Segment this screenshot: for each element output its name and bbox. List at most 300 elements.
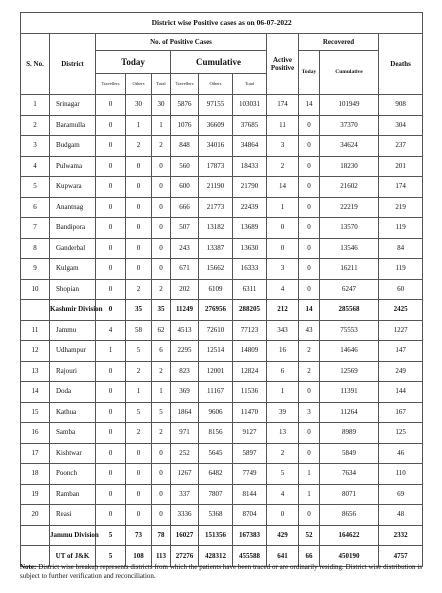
table-cell: 167 xyxy=(379,402,423,423)
table-cell: 13570 xyxy=(320,218,379,239)
header-recovered-today: Today xyxy=(299,51,320,95)
table-cell: 9127 xyxy=(233,423,267,444)
table-cell: 20 xyxy=(21,505,50,526)
table-cell: 5897 xyxy=(233,443,267,464)
table-cell: 84 xyxy=(379,238,423,259)
table-cell: 908 xyxy=(379,95,423,116)
table-cell: 1 xyxy=(299,484,320,505)
table-cell: 212 xyxy=(267,300,299,321)
table-cell: 11264 xyxy=(320,402,379,423)
table-cell: 3 xyxy=(21,136,50,157)
district-cell: Samba xyxy=(50,423,96,444)
table-cell: 17 xyxy=(21,443,50,464)
table-cell: 12514 xyxy=(199,341,233,362)
table-row xyxy=(21,423,423,444)
table-cell: 1 xyxy=(152,382,171,403)
table-row xyxy=(21,484,423,505)
table-cell: 27276 xyxy=(171,546,199,567)
table-cell: 72610 xyxy=(199,320,233,341)
district-cell: Reasi xyxy=(50,505,96,526)
table-cell: 1227 xyxy=(379,320,423,341)
table-row xyxy=(21,136,423,157)
district-cell: Udhampur xyxy=(50,341,96,362)
table-cell: 8071 xyxy=(320,484,379,505)
table-cell: 35 xyxy=(126,300,152,321)
table-row xyxy=(21,464,423,485)
table-cell: 0 xyxy=(96,505,126,526)
note-label: Note: xyxy=(20,563,37,571)
table-cell: 0 xyxy=(299,136,320,157)
table-cell: 18433 xyxy=(233,156,267,177)
table-cell: 0 xyxy=(96,115,126,136)
table-cell: 455588 xyxy=(233,546,267,567)
district-cell: Srinagar xyxy=(50,95,96,116)
table-cell: 0 xyxy=(152,464,171,485)
table-cell: 0 xyxy=(96,177,126,198)
table-cell: 36609 xyxy=(199,115,233,136)
table-cell: 11391 xyxy=(320,382,379,403)
district-cell: Ramban xyxy=(50,484,96,505)
table-cell: 21190 xyxy=(199,177,233,198)
table-cell: 7634 xyxy=(320,464,379,485)
header-district: District xyxy=(50,34,96,95)
table-cell: 0 xyxy=(96,484,126,505)
table-cell: 6311 xyxy=(233,279,267,300)
table-cell: 0 xyxy=(299,238,320,259)
table-cell: 8989 xyxy=(320,423,379,444)
table-cell: 13182 xyxy=(199,218,233,239)
district-cell: Jammu xyxy=(50,320,96,341)
table-cell: 5 xyxy=(126,341,152,362)
table-cell: 119 xyxy=(379,259,423,280)
table-cell: 62 xyxy=(152,320,171,341)
table-cell: 0 xyxy=(152,156,171,177)
table-cell: 2 xyxy=(267,156,299,177)
table-cell: 11167 xyxy=(199,382,233,403)
table-cell: 125 xyxy=(379,423,423,444)
district-cell: Bandipora xyxy=(50,218,96,239)
table-cell: 369 xyxy=(171,382,199,403)
table-cell: 0 xyxy=(96,259,126,280)
table-cell: 69 xyxy=(379,484,423,505)
table-cell: 12001 xyxy=(199,361,233,382)
table-cell: 0 xyxy=(96,95,126,116)
table-cell: 2 xyxy=(152,361,171,382)
district-cases-table xyxy=(20,12,423,567)
header-active-positive: Active Positive xyxy=(267,34,299,95)
table-cell xyxy=(21,300,50,321)
table-cell: 276956 xyxy=(199,300,233,321)
table-cell: 4513 xyxy=(171,320,199,341)
table-cell: 11249 xyxy=(171,300,199,321)
table-cell: 0 xyxy=(299,218,320,239)
table-cell: 5876 xyxy=(171,95,199,116)
table-cell: 0 xyxy=(152,443,171,464)
table-cell: 0 xyxy=(152,218,171,239)
table-cell: 22439 xyxy=(233,197,267,218)
district-cell: Pulwama xyxy=(50,156,96,177)
table-cell: 666 xyxy=(171,197,199,218)
table-cell: 174 xyxy=(379,177,423,198)
table-cell: 848 xyxy=(171,136,199,157)
table-cell: 7 xyxy=(21,218,50,239)
table-cell: 52 xyxy=(299,525,320,546)
table-cell: 6 xyxy=(152,341,171,362)
table-cell: 5 xyxy=(267,464,299,485)
table-cell: 0 xyxy=(96,279,126,300)
table-cell: 0 xyxy=(299,177,320,198)
table-cell: 0 xyxy=(126,177,152,198)
table-cell: 16 xyxy=(267,341,299,362)
table-cell: 252 xyxy=(171,443,199,464)
table-cell: 14 xyxy=(299,95,320,116)
table-cell: 3336 xyxy=(171,505,199,526)
table-cell: 14 xyxy=(267,177,299,198)
note-text: District wise breakup represents districts from which the patients have been traced or are ordinarily residing. District wise distribution is subject to further verification and reconciliation. xyxy=(20,563,422,581)
table-cell: 5 xyxy=(96,525,126,546)
table-cell: 0 xyxy=(126,259,152,280)
table-cell: 8 xyxy=(21,238,50,259)
header-positive-cases: No. of Positive Cases xyxy=(96,34,267,51)
table-row xyxy=(21,218,423,239)
header-cumulative-others: Others xyxy=(199,74,233,95)
table-cell: 219 xyxy=(379,197,423,218)
table-cell: 144 xyxy=(379,382,423,403)
table-cell: 167383 xyxy=(233,525,267,546)
table-cell: 4 xyxy=(21,156,50,177)
district-cell: Doda xyxy=(50,382,96,403)
table-cell: 1 xyxy=(21,95,50,116)
table-cell: 429 xyxy=(267,525,299,546)
table-cell: 0 xyxy=(299,279,320,300)
table-row xyxy=(21,320,423,341)
table-cell: 0 xyxy=(299,505,320,526)
table-cell: 16027 xyxy=(171,525,199,546)
table-cell: 14 xyxy=(299,300,320,321)
table-cell: 0 xyxy=(267,505,299,526)
header-today-others: Others xyxy=(126,74,152,95)
header-cumulative: Cumulative xyxy=(171,51,267,74)
table-cell: 1 xyxy=(299,464,320,485)
table-cell: 1 xyxy=(126,115,152,136)
table-cell: 2 xyxy=(152,279,171,300)
table-cell: 2 xyxy=(267,443,299,464)
table-cell: 1 xyxy=(267,197,299,218)
table-cell: 9606 xyxy=(199,402,233,423)
table-cell: 16211 xyxy=(320,259,379,280)
table-cell: 101949 xyxy=(320,95,379,116)
table-row xyxy=(21,361,423,382)
table-cell: 46 xyxy=(379,443,423,464)
table-cell: 151356 xyxy=(199,525,233,546)
table-cell: 2332 xyxy=(379,525,423,546)
table-cell: 5 xyxy=(21,177,50,198)
table-cell: 21602 xyxy=(320,177,379,198)
table-cell: 0 xyxy=(126,464,152,485)
table-cell: 0 xyxy=(152,177,171,198)
table-cell: 5 xyxy=(152,402,171,423)
district-cell: Kulgam xyxy=(50,259,96,280)
table-cell: 202 xyxy=(171,279,199,300)
table-cell: 13 xyxy=(267,423,299,444)
table-cell: 113 xyxy=(152,546,171,567)
table-cell: 337 xyxy=(171,484,199,505)
district-cell: Kashmir Division xyxy=(50,300,96,321)
table-cell: 58 xyxy=(126,320,152,341)
table-cell: 8704 xyxy=(233,505,267,526)
table-cell: 75553 xyxy=(320,320,379,341)
table-cell: 78 xyxy=(152,525,171,546)
table-cell: 39 xyxy=(267,402,299,423)
table-cell: 19 xyxy=(21,484,50,505)
division-total-row xyxy=(21,300,423,321)
table-cell: 0 xyxy=(267,218,299,239)
table-cell: 43 xyxy=(299,320,320,341)
table-cell: 0 xyxy=(96,197,126,218)
table-cell: 1864 xyxy=(171,402,199,423)
table-cell: 5 xyxy=(96,546,126,567)
district-cell: Rajouri xyxy=(50,361,96,382)
table-cell: 0 xyxy=(126,156,152,177)
table-cell: 4 xyxy=(267,279,299,300)
table-cell: 12569 xyxy=(320,361,379,382)
table-cell: 16 xyxy=(21,423,50,444)
table-row xyxy=(21,238,423,259)
table-row xyxy=(21,197,423,218)
table-cell: 641 xyxy=(267,546,299,567)
division-total-row xyxy=(21,525,423,546)
table-cell: 2 xyxy=(299,361,320,382)
table-cell: 0 xyxy=(96,443,126,464)
table-cell: 4 xyxy=(96,320,126,341)
table-cell: 34016 xyxy=(199,136,233,157)
district-cell: UT of J&K xyxy=(50,546,96,567)
table-body xyxy=(21,95,423,567)
district-cell: Jammu Division xyxy=(50,525,96,546)
district-cell: Anantnag xyxy=(50,197,96,218)
table-row xyxy=(21,177,423,198)
table-cell: 428312 xyxy=(199,546,233,567)
table-cell: 11 xyxy=(267,115,299,136)
table-cell: 16333 xyxy=(233,259,267,280)
table-cell: 8156 xyxy=(199,423,233,444)
table-cell: 0 xyxy=(299,382,320,403)
table-cell: 11536 xyxy=(233,382,267,403)
table-cell: 2 xyxy=(152,136,171,157)
table-cell: 560 xyxy=(171,156,199,177)
table-cell: 1 xyxy=(267,382,299,403)
table-cell: 2 xyxy=(126,423,152,444)
table-cell: 2 xyxy=(126,136,152,157)
table-cell: 1 xyxy=(96,341,126,362)
table-cell: 18230 xyxy=(320,156,379,177)
report-title: District wise Positive cases as on 06-07-2022 xyxy=(21,13,423,34)
table-cell: 15 xyxy=(21,402,50,423)
table-cell: 13630 xyxy=(233,238,267,259)
table-cell: 2 xyxy=(126,279,152,300)
table-cell: 2425 xyxy=(379,300,423,321)
table-cell: 1 xyxy=(126,382,152,403)
district-cell: Kupwara xyxy=(50,177,96,198)
table-cell: 5368 xyxy=(199,505,233,526)
table-cell: 1076 xyxy=(171,115,199,136)
table-cell: 34624 xyxy=(320,136,379,157)
table-cell: 5849 xyxy=(320,443,379,464)
table-cell: 2 xyxy=(152,423,171,444)
table-cell: 0 xyxy=(299,115,320,136)
table-cell: 3 xyxy=(299,402,320,423)
table-cell: 7807 xyxy=(199,484,233,505)
district-cell: Kishtwar xyxy=(50,443,96,464)
table-cell: 103031 xyxy=(233,95,267,116)
table-cell: 0 xyxy=(299,197,320,218)
district-cell: Kathua xyxy=(50,402,96,423)
table-cell xyxy=(21,525,50,546)
table-cell: 5645 xyxy=(199,443,233,464)
table-cell: 0 xyxy=(152,197,171,218)
table-cell: 13387 xyxy=(199,238,233,259)
table-cell: 1267 xyxy=(171,464,199,485)
table-cell: 237 xyxy=(379,136,423,157)
table-cell: 0 xyxy=(299,423,320,444)
table-cell: 97155 xyxy=(199,95,233,116)
header-recovered: Recovered xyxy=(299,34,379,51)
table-cell: 0 xyxy=(152,505,171,526)
table-cell: 507 xyxy=(171,218,199,239)
table-cell: 0 xyxy=(96,423,126,444)
table-row xyxy=(21,95,423,116)
table-cell: 48 xyxy=(379,505,423,526)
table-cell: 10 xyxy=(21,279,50,300)
table-cell: 0 xyxy=(126,218,152,239)
table-cell: 243 xyxy=(171,238,199,259)
table-cell: 12 xyxy=(21,341,50,362)
table-cell: 37685 xyxy=(233,115,267,136)
table-cell: 7749 xyxy=(233,464,267,485)
table-cell: 0 xyxy=(126,238,152,259)
table-cell: 671 xyxy=(171,259,199,280)
table-cell: 2295 xyxy=(171,341,199,362)
header-recovered-cumulative: Cumulative xyxy=(320,51,379,95)
header-sno: S. No. xyxy=(21,34,50,95)
table-cell: 17873 xyxy=(199,156,233,177)
table-cell: 108 xyxy=(126,546,152,567)
table-cell: 0 xyxy=(96,402,126,423)
table-cell: 6482 xyxy=(199,464,233,485)
header-cumulative-travellers: Travellers xyxy=(171,74,199,95)
header-deaths: Deaths xyxy=(379,34,423,95)
table-cell: 21790 xyxy=(233,177,267,198)
table-cell: 9 xyxy=(21,259,50,280)
table-cell: 971 xyxy=(171,423,199,444)
district-cell: Poonch xyxy=(50,464,96,485)
table-cell: 13546 xyxy=(320,238,379,259)
table-cell: 13 xyxy=(21,361,50,382)
table-cell: 37370 xyxy=(320,115,379,136)
table-cell: 6 xyxy=(21,197,50,218)
table-cell: 30 xyxy=(126,95,152,116)
table-row xyxy=(21,115,423,136)
table-row xyxy=(21,402,423,423)
table-cell: 6247 xyxy=(320,279,379,300)
table-cell: 110 xyxy=(379,464,423,485)
header-today: Today xyxy=(96,51,171,74)
table-cell: 77123 xyxy=(233,320,267,341)
table-cell: 288205 xyxy=(233,300,267,321)
table-row xyxy=(21,505,423,526)
table-row xyxy=(21,156,423,177)
district-cell: Budgam xyxy=(50,136,96,157)
table-cell: 34864 xyxy=(233,136,267,157)
table-cell: 0 xyxy=(96,382,126,403)
table-cell: 66 xyxy=(299,546,320,567)
table-cell: 8144 xyxy=(233,484,267,505)
table-cell: 0 xyxy=(267,238,299,259)
table-cell: 6 xyxy=(267,361,299,382)
header-today-total: Total xyxy=(152,74,171,95)
table-cell: 14809 xyxy=(233,341,267,362)
table-cell: 4 xyxy=(267,484,299,505)
table-cell: 11 xyxy=(21,320,50,341)
table-cell: 0 xyxy=(152,484,171,505)
table-cell: 4757 xyxy=(379,546,423,567)
table-cell: 0 xyxy=(126,197,152,218)
table-cell: 2 xyxy=(299,341,320,362)
table-cell: 823 xyxy=(171,361,199,382)
table-cell: 3 xyxy=(267,259,299,280)
header-today-travellers: Travellers xyxy=(96,74,126,95)
covid-district-report xyxy=(20,12,422,567)
table-cell: 201 xyxy=(379,156,423,177)
table-cell: 12824 xyxy=(233,361,267,382)
table-cell: 0 xyxy=(96,361,126,382)
table-cell: 14646 xyxy=(320,341,379,362)
table-cell: 8656 xyxy=(320,505,379,526)
table-cell: 15662 xyxy=(199,259,233,280)
table-cell: 21773 xyxy=(199,197,233,218)
table-cell: 30 xyxy=(152,95,171,116)
table-cell: 343 xyxy=(267,320,299,341)
table-cell: 0 xyxy=(152,259,171,280)
table-row xyxy=(21,443,423,464)
table-cell: 1 xyxy=(152,115,171,136)
district-cell: Baramulla xyxy=(50,115,96,136)
table-cell: 35 xyxy=(152,300,171,321)
table-cell: 0 xyxy=(299,443,320,464)
table-row xyxy=(21,279,423,300)
table-row xyxy=(21,341,423,362)
table-cell: 249 xyxy=(379,361,423,382)
district-cell: Ganderbal xyxy=(50,238,96,259)
table-cell: 73 xyxy=(126,525,152,546)
table-cell: 3 xyxy=(267,136,299,157)
table-cell: 2 xyxy=(21,115,50,136)
table-cell: 147 xyxy=(379,341,423,362)
table-cell: 0 xyxy=(96,156,126,177)
table-cell: 0 xyxy=(126,505,152,526)
table-row xyxy=(21,382,423,403)
table-cell: 0 xyxy=(126,484,152,505)
table-cell: 0 xyxy=(299,156,320,177)
table-cell: 14 xyxy=(21,382,50,403)
table-cell: 2 xyxy=(126,361,152,382)
table-row xyxy=(21,259,423,280)
district-cell: Shopian xyxy=(50,279,96,300)
table-cell: 0 xyxy=(126,443,152,464)
table-cell: 285568 xyxy=(320,300,379,321)
table-cell: 304 xyxy=(379,115,423,136)
table-cell: 164622 xyxy=(320,525,379,546)
